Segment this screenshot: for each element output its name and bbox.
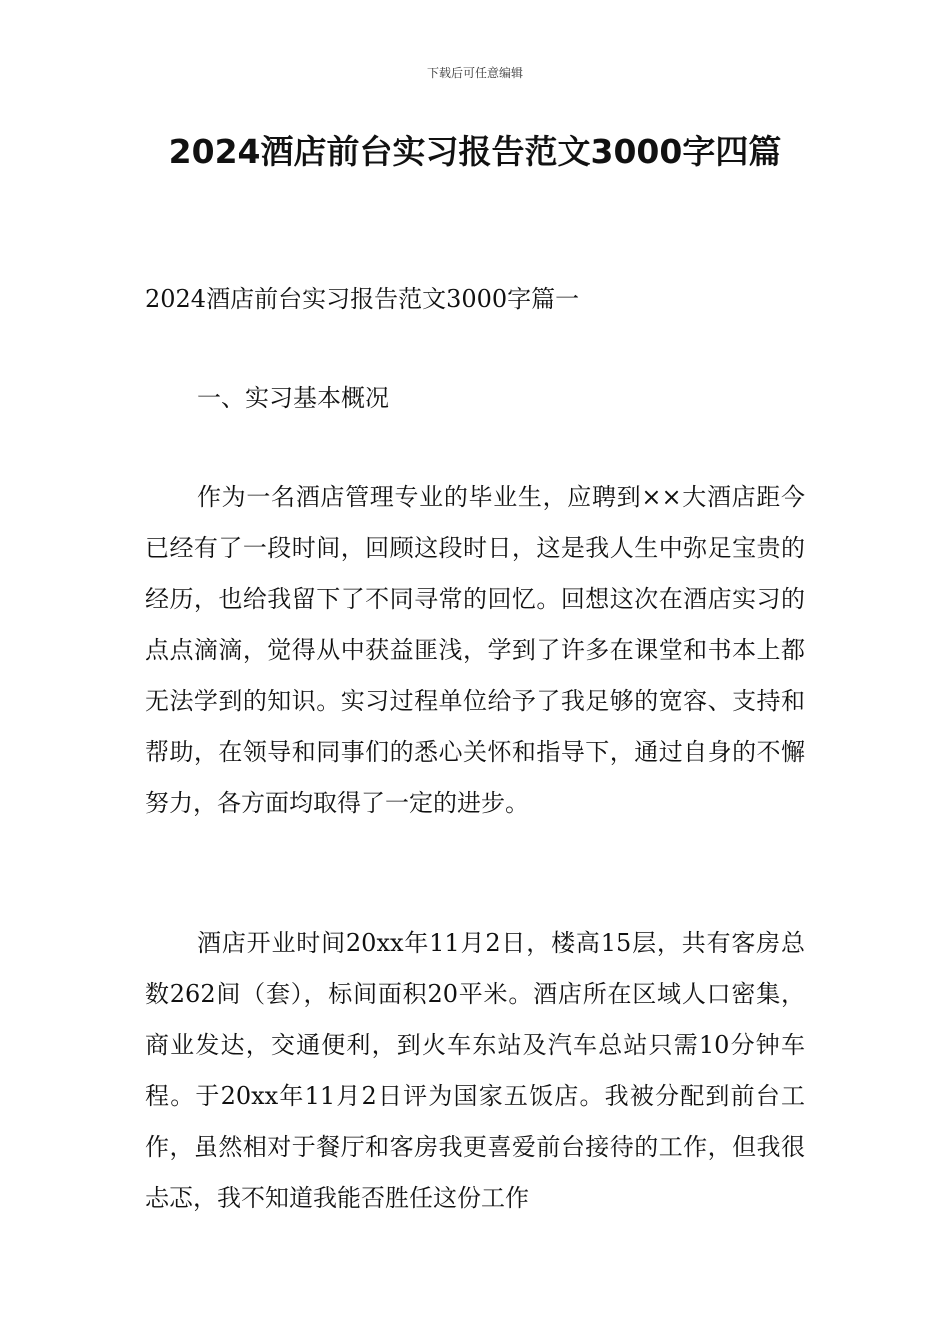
body-paragraph: 作为一名酒店管理专业的毕业生，应聘到××大酒店距今已经有了一段时间，回顾这段时日，这是我人生中弥足宝贵的经历，也给我留下了不同寻常的回忆。回想这次在酒店实习的点点滴滴，觉得从中获益匪浅，学到了许多在课堂和书本上都无法学到的知识。实习过程单位给予了我足够的宽容、支持和帮助，在领导和同事们的悉心关怀和指导下，通过自身的不懈努力，各方面均取得了一定的进步。 bbox=[145, 483, 805, 817]
body-paragraph: 酒店开业时间20xx年11月2日，楼高15层，共有客房总数262间（套），标间面积20平米。酒店所在区域人口密集，商业发达，交通便利，到火车东站及汽车总站只需10分钟车程。于20xx年11月2日评为国家五饭店。我被分配到前台工作，虽然相对于餐厅和客房我更喜爱前台接待的工作，但我很忐忑，我不知道我能否胜任这份工作 bbox=[145, 929, 805, 1212]
document-subtitle: 2024酒店前台实习报告范文3000字篇一 bbox=[145, 285, 580, 313]
section-heading: 一、实习基本概况 bbox=[197, 384, 389, 412]
document-title: 2024酒店前台实习报告范文3000字四篇 bbox=[168, 132, 782, 171]
page-header-note: 下载后可任意编辑 bbox=[426, 66, 523, 80]
